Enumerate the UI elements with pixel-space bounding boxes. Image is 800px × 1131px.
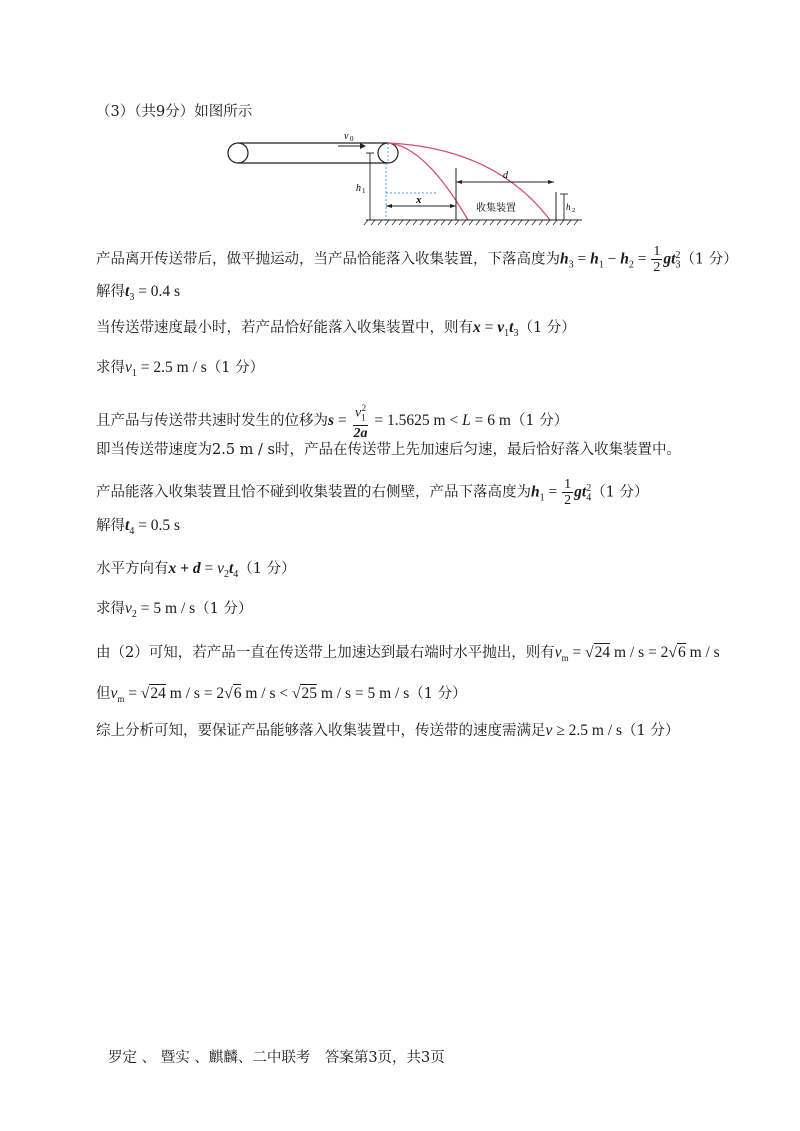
v0-sub: 0 xyxy=(350,135,354,143)
solution-line-7: 产品能落入收集装置且恰不碰到收集装置的右侧壁，产品下落高度为$h_1$ = $\frac{1}{2}$ $gt_4^2(1$ 分） xyxy=(96,477,649,508)
page-footer: 罗定 、 暨实 、麒麟、二中联考 答案第3页，共3页 xyxy=(108,1050,445,1066)
trajectory-outer xyxy=(388,143,550,220)
h1-sub: 1 xyxy=(362,187,366,195)
h2-sub: 2 xyxy=(572,207,576,214)
velocity-arrow xyxy=(338,143,366,149)
conveyor-diagram xyxy=(220,128,600,228)
h1-label: h xyxy=(356,183,361,194)
section-heading: （3）（共9分）如图所示 xyxy=(96,104,253,120)
solution-line-13: 综上分析可知，要保证产品能够落入收集装置中，传送带的速度需满足v ≥ 2.5 m / s（1 分） xyxy=(96,722,680,739)
solution-line-6: 即当传送带速度为2.5 m / s时，产品在传送带上先加速后匀速，最后恰好落入收集装置中。 xyxy=(96,442,681,458)
solution-line-1: 产品离开传送带后，做平抛运动，当产品恰能落入收集装置，下落高度为$h_3 = h_1 - h_2$ = $\frac{1}{2}$ $gt_3^2(1$ 分） xyxy=(96,244,738,275)
solution-line-9: 水平方向有$x + d = v_2t_4(1$ 分） xyxy=(96,560,296,580)
collector-label: 收集装置 xyxy=(476,203,516,214)
x-label: x xyxy=(416,194,422,206)
solution-line-10: 求得$v_2 = 5$ m / s（1 分） xyxy=(96,600,253,620)
solution-line-4: 求得$v_1 = 2.5$ m / s（1 分） xyxy=(96,359,265,379)
solution-line-5: 且产品与传送带共速时发生的位移为s = $\frac{v_1^2}{2a}$ = 1.5625 m < L = 6 m（1 分） xyxy=(96,403,569,442)
v0-label: v xyxy=(344,131,349,142)
solution-line-12: 但$v_m = √24$ m / s = 2√6 m / s < √25 m / s = 5 m / s（1 分） xyxy=(96,685,467,704)
ground-hatch xyxy=(364,220,582,225)
half-fraction-2: $\frac{1}{2}$ xyxy=(564,477,572,508)
half-fraction: $\frac{1}{2}$ xyxy=(653,244,661,275)
displacement-fraction: $\frac{v_1^2}{2a}$ xyxy=(353,403,368,442)
solution-line-8: 解得$t_4 = 0.5$ s xyxy=(96,517,181,537)
h2-label: h xyxy=(566,202,571,212)
solution-line-11: 由（2）可知，若产品一直在传送带上加速达到最右端时水平抛出，则有$v_m = √24$ m / s = 2√6 m / s xyxy=(96,644,720,663)
solution-line-2: 解得$t_3 = 0.4$ s xyxy=(96,283,181,303)
solution-line-3: 当传送带速度最小时，若产品恰好能落入收集装置中，则有$x = v_1t_3(1$ 分） xyxy=(96,319,576,339)
d-label: d xyxy=(503,170,508,181)
